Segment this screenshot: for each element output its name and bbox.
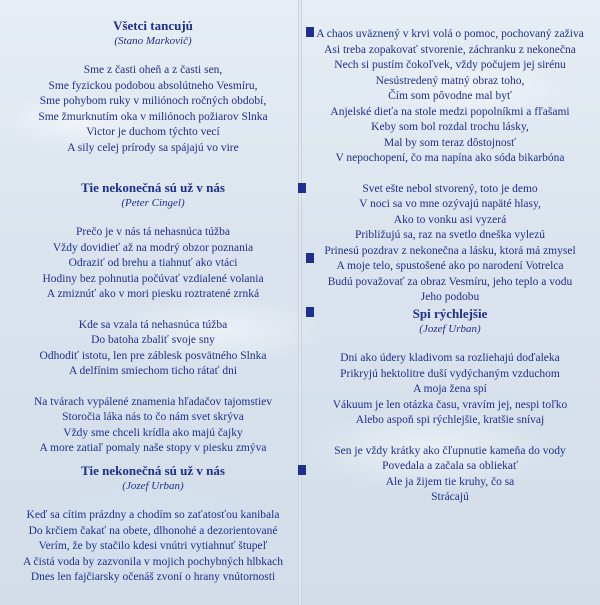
- poem-line: Kde sa vzala tá nehasnúca túžba: [78, 318, 228, 331]
- poem-line: Jeho podobu: [420, 291, 480, 303]
- booklet-spine: [298, 0, 302, 605]
- poem-author: (Jozef Urban): [419, 323, 481, 335]
- poem-line: Sme pohybom ruky v miliónoch ročných období,: [39, 95, 267, 107]
- poem-title: Spi rýchlejšie: [412, 306, 488, 321]
- poem-line: Do krčiem čakať na obete, dlhonohé a dezorientované: [28, 524, 278, 537]
- left-column: [8, 0, 298, 605]
- poem-line: Hodiny bez pohnutia počúvať vzdialené volania: [42, 272, 264, 285]
- poem-line: Vždy sme chceli krídla ako majú čajky: [63, 426, 243, 439]
- poem-title: Tie nekonečná sú už v nás: [81, 180, 225, 195]
- poem-tie-nekonecna-urban: [8, 463, 298, 586]
- poem-line: V nepochopení, čo ma napína ako sóda bikarbóna: [335, 152, 565, 164]
- poem-line: Prečo je v nás tá nehasnúca túžba: [76, 226, 230, 238]
- poem-continuation: [305, 27, 595, 306]
- poem-author: (Stano Markovič): [114, 35, 192, 47]
- poem-line: Vákuum je len otázka času, vravím jej, nespi toľko: [332, 398, 568, 411]
- poem-line: V noci sa vo mne ozývajú napäté hlasy,: [359, 198, 541, 210]
- poem-line: Anjelské dieťa na stole medzi popolníkmi a fľašami: [330, 105, 570, 118]
- poem-line: Nesústredený matný obraz toho,: [375, 74, 525, 87]
- poem-line: Alebo aspoň spi rýchlejšie, kratšie snívaj: [355, 414, 545, 426]
- poem-line: Ako to vonku asi vyzerá: [393, 213, 507, 226]
- poem-spi-rychlejsie: [305, 306, 595, 506]
- poem-line: Svet ešte nebol stvorený, toto je demo: [362, 182, 538, 195]
- poem-line: Sme z časti oheň a z časti sen,: [83, 64, 223, 76]
- poem-line: Odraziť od brehu a tiahnuť ako vtáci: [68, 257, 238, 269]
- poem-line: Do batoha zbaliť svoje sny: [91, 334, 215, 346]
- poem-line: Vždy dovidieť až na modrý obzor poznania: [52, 241, 254, 254]
- poem-line: A moja žena spí: [413, 383, 487, 395]
- poem-author: (Peter Cingel): [121, 197, 185, 209]
- poem-line: A more zatiaľ pomaly naše stopy v piesku zmýva: [39, 442, 267, 454]
- poem-line: Ale ja žijem tie kruhy, čo sa: [385, 475, 515, 488]
- poem-line: Verím, že by stačilo kdesi vnútri vytiahnuť štupeľ: [38, 540, 268, 552]
- poem-line: Čím som pôvodne mal byť: [388, 90, 512, 102]
- poem-line: Prinesú pozdrav z nekonečna a lásku, ktorá má zmysel: [324, 244, 576, 257]
- poem-line: Sen je vždy krátky ako čľupnutie kameňa do vody: [334, 444, 566, 457]
- poem-line: A čistá voda by zazvonila v mojich pochybných hlbkach: [23, 555, 283, 568]
- poem-line: Sme fyzickou podobou absolútneho Vesmíru,: [48, 79, 258, 92]
- poem-line: Storočia láka nás to čo nám svet skrýva: [62, 411, 244, 423]
- poem-line: A chaos uväznený v krvi volá o pomoc, pochovaný zaživa: [316, 28, 584, 40]
- poem-line: Prikryjú hektolitre duší vydýchaným vzduchom: [340, 367, 560, 380]
- poem-line: A zmiznúť ako v mori piesku roztratené zrnká: [46, 288, 260, 300]
- poem-vsetci-tancuju: [8, 18, 298, 156]
- poem-line: Na tvárach vypálené znamenia hľadačov tajomstiev: [33, 395, 273, 408]
- poem-title: Tie nekonečná sú už v nás: [81, 463, 225, 478]
- poem-line: Victor je duchom týchto vecí: [86, 126, 220, 138]
- poem-line: Budú považovať za obraz Vesmíru, jeho teplo a vodu: [327, 275, 573, 288]
- right-column: [305, 0, 595, 605]
- poem-line: A sily celej prírody sa spájajú vo vire: [67, 141, 239, 154]
- poem-line: Mal by som teraz dôstojnosť: [383, 136, 517, 149]
- poem-tie-nekonecna-cingel: [8, 180, 298, 457]
- poem-line: A delfínim smiechom ticho rátať dni: [68, 365, 238, 377]
- poem-line: Nech si pustím čokoľvek, vždy počujem jej sirénu: [334, 59, 566, 71]
- poem-line: Sme žmurknutím oka v miliónoch požiarov Slnka: [38, 110, 268, 123]
- poem-author: (Jozef Urban): [122, 480, 184, 492]
- poem-line: A moje telo, spustošené ako po narodení Votrelca: [336, 260, 564, 272]
- poem-line: Keď sa cítim prázdny a chodím so zaťatosťou kanibala: [26, 509, 280, 521]
- poem-line: Povedala a začala sa obliekať: [382, 460, 518, 472]
- poem-line: Dni ako údery kladivom sa rozliehajú doďaleka: [340, 352, 560, 364]
- poem-title: Všetci tancujú: [113, 18, 193, 33]
- poem-line: Dnes len fajčiarsky očenáš zvoní o hrany vnútornosti: [30, 571, 276, 583]
- poem-line: Keby som bol rozdal trochu lásky,: [371, 121, 529, 133]
- poem-line: Odhodiť istotu, len pre záblesk posvätného Slnka: [39, 349, 267, 362]
- poem-line: Približujú sa, raz na svetlo dneška vylezú: [354, 229, 545, 241]
- poem-line: Strácajú: [431, 491, 469, 503]
- poem-line: Asi treba zopakovať stvorenie, záchranku z nekonečna: [324, 43, 576, 56]
